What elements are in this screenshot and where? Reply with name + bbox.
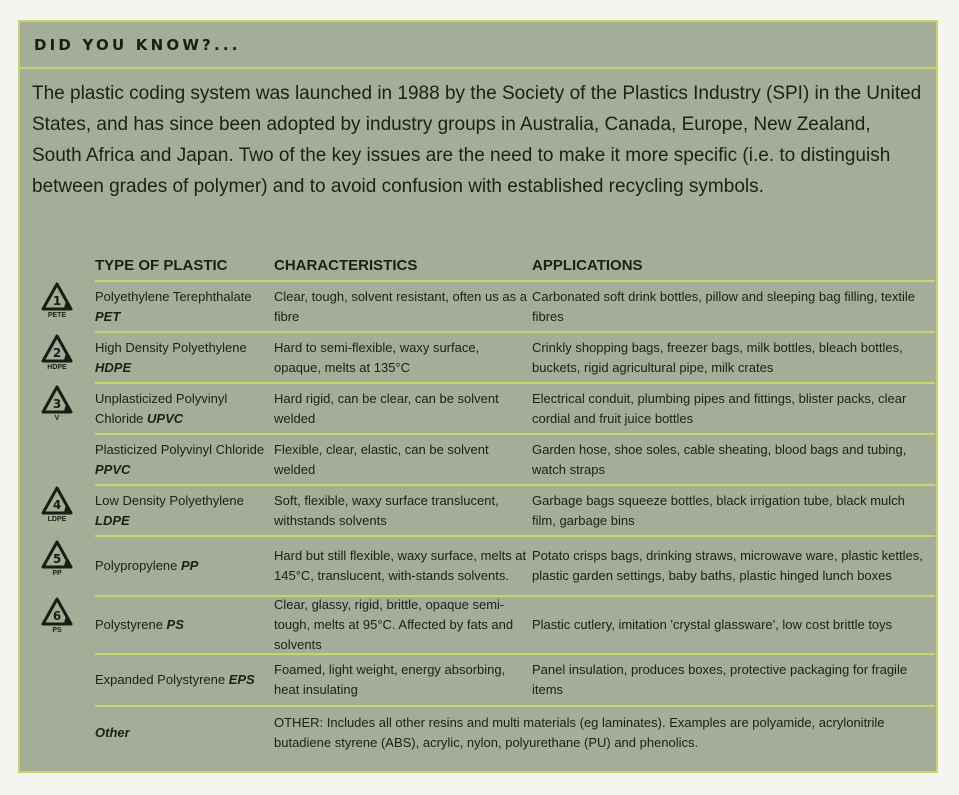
- table-row-eps: [95, 653, 935, 705]
- svg-text:5: 5: [52, 552, 62, 566]
- did-you-know-panel: [18, 20, 938, 773]
- characteristics-cell: Clear, glassy, rigid, brittle, opaque semi-tough, melts at 95°C. Affected by fats and solvents: [274, 597, 514, 652]
- svg-text:1: 1: [52, 294, 62, 308]
- characteristics-cell: Hard to semi-flexible, waxy surface, opaque, melts at 135°C: [274, 339, 480, 375]
- svg-text:6: 6: [52, 609, 62, 623]
- type-cell: Unplasticized Polyvinyl Chloride UPVC: [95, 390, 228, 426]
- header-applications: APPLICATIONS: [532, 257, 643, 274]
- applications-cell: Garbage bags squeeze bottles, black irrigation tube, black mulch film, garbage bins: [532, 492, 905, 528]
- type-cell: Polystyrene PS: [95, 617, 184, 632]
- panel-heading: DID YOU KNOW?...: [34, 36, 241, 54]
- recycling-code-4-icon: 4 LDPE: [34, 485, 80, 535]
- intro-paragraph: [32, 78, 922, 202]
- table-row-pet: [95, 280, 935, 331]
- type-cell: Polypropylene PP: [95, 558, 199, 573]
- table-row-upvc: [95, 382, 935, 433]
- recycling-code-2-icon: 2 HDPE: [34, 333, 80, 383]
- characteristics-cell: Foamed, light weight, energy absorbing, heat insulating: [274, 662, 506, 697]
- table-row-pp: [95, 535, 935, 595]
- type-cell: Plasticized Polyvinyl Chloride PPVC: [95, 441, 265, 477]
- header-type: TYPE OF PLASTIC: [95, 257, 228, 274]
- plastic-types-table: [95, 250, 935, 759]
- characteristics-cell: OTHER: Includes all other resins and multi materials (eg laminates). Examples are polyamide, acrylonitrile butadiene styrene (ABS), acrylic, nylon, polyurethane (PU) and phenolics.: [274, 715, 885, 750]
- characteristics-cell: Hard but still flexible, waxy surface, melts at 145°C, translucent, with-stands solvents.: [274, 548, 527, 583]
- svg-text:4: 4: [52, 498, 62, 512]
- recycling-code-1-icon: 1 PETE: [34, 281, 80, 331]
- applications-cell: Potato crisps bags, drinking straws, microwave ware, plastic kettles, plastic garden settings, baby baths, plastic hinged lunch boxes: [532, 548, 923, 583]
- applications-cell: Crinkly shopping bags, freezer bags, milk bottles, bleach bottles, buckets, rigid agricultural pipe, milk crates: [532, 339, 903, 375]
- characteristics-cell: Soft, flexible, waxy surface translucent, withstands solvents: [274, 492, 499, 528]
- table-row-hdpe: [95, 331, 935, 382]
- applications-cell: Garden hose, shoe soles, cable sheating, blood bags and tubing, watch straps: [532, 441, 907, 477]
- applications-cell: Plastic cutlery, imitation 'crystal glassware', low cost brittle toys: [532, 617, 893, 632]
- svg-text:2: 2: [52, 346, 62, 360]
- heading-divider: [20, 67, 936, 69]
- intro-text: The plastic coding system was launched in 1988 by the Society of the Plastics Industry (SPI) in the United States, and has since been adopted by industry groups in Australia, Canada, Europe, New Zealand, South Africa and Japan. Two of the key issues are the need to make it more specific (i.e. to distinguish between grades of polymer) and to avoid confusion with established recycling symbols.: [32, 83, 922, 197]
- table-header-row: [95, 250, 935, 280]
- type-cell: Expanded Polystyrene EPS: [95, 672, 255, 687]
- type-cell: Low Density Polyethylene LDPE: [95, 492, 244, 528]
- table-row-other: [95, 705, 935, 759]
- characteristics-cell: Hard rigid, can be clear, can be solvent welded: [274, 390, 499, 426]
- recycling-code-6-icon: 6 PS: [34, 596, 80, 646]
- header-characteristics: CHARACTERISTICS: [274, 257, 418, 274]
- applications-cell: Carbonated soft drink bottles, pillow and sleeping bag filling, textile fibres: [532, 288, 916, 324]
- type-cell: High Density Polyethylene HDPE: [95, 339, 247, 375]
- characteristics-cell: Flexible, clear, elastic, can be solvent welded: [274, 441, 489, 477]
- applications-cell: Panel insulation, produces boxes, protective packaging for fragile items: [532, 662, 908, 697]
- characteristics-cell: Clear, tough, solvent resistant, often us as a fibre: [274, 288, 527, 324]
- type-cell: Other: [95, 725, 130, 740]
- applications-cell: Electrical conduit, plumbing pipes and fittings, blister packs, clear cordial and fruit juice bottles: [532, 390, 907, 426]
- table-row-ppvc: [95, 433, 935, 484]
- table-row-ldpe: [95, 484, 935, 535]
- svg-text:3: 3: [52, 397, 62, 411]
- type-cell: Polyethylene Terephthalate PET: [95, 288, 252, 324]
- recycling-code-3-icon: 3 V: [34, 384, 80, 434]
- recycling-code-5-icon: 5 PP: [34, 539, 80, 589]
- table-row-ps: [95, 595, 935, 653]
